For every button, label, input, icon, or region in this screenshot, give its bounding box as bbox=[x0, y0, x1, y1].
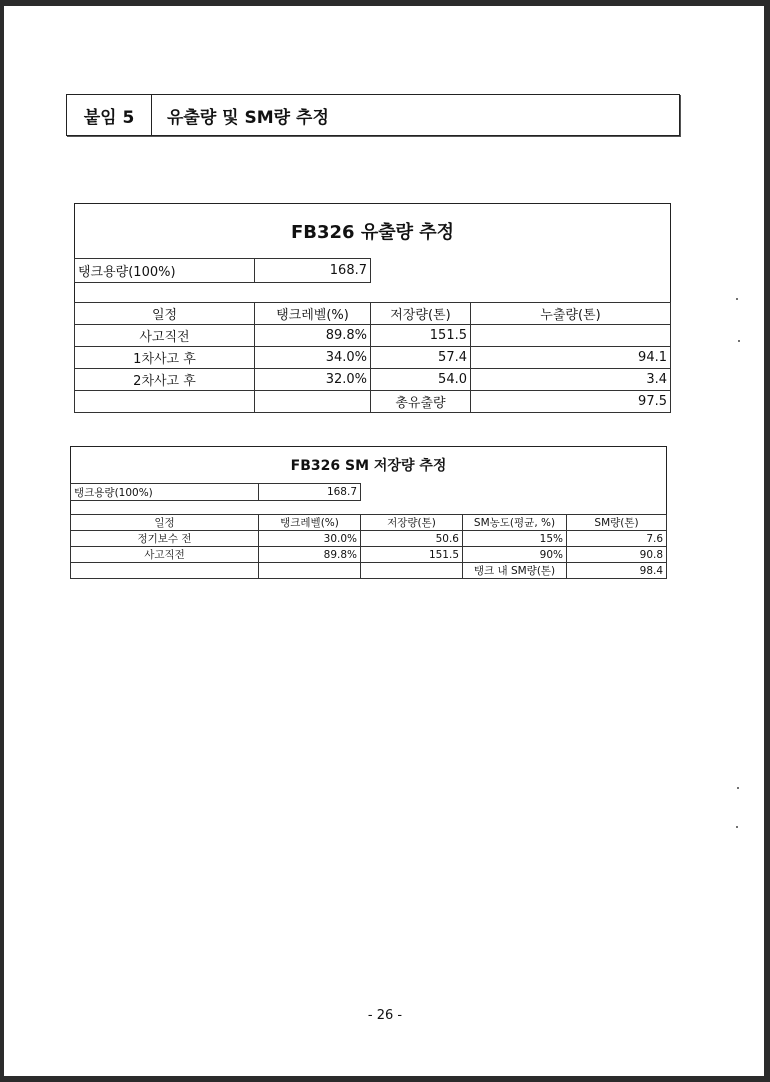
scan-speck bbox=[736, 298, 738, 300]
column-header: 탱크레벨(%) bbox=[259, 515, 361, 531]
concentration-cell: 15% bbox=[463, 531, 567, 547]
sm-amount-cell: 90.8 bbox=[567, 547, 667, 563]
schedule-cell: 사고직전 bbox=[71, 547, 259, 563]
capacity-value: 168.7 bbox=[259, 484, 361, 501]
leak-cell: 94.1 bbox=[471, 347, 671, 369]
appendix-header bbox=[66, 94, 680, 136]
total-row bbox=[71, 563, 667, 579]
level-cell: 34.0% bbox=[255, 347, 371, 369]
appendix-title: 유출량 및 SM량 추정 bbox=[167, 107, 329, 128]
table-row bbox=[71, 531, 667, 547]
leak-cell: 3.4 bbox=[471, 369, 671, 391]
leak-table-title: FB326 유출량 추정 bbox=[290, 222, 455, 243]
level-cell: 32.0% bbox=[255, 369, 371, 391]
schedule-cell: 1차사고 후 bbox=[75, 347, 255, 369]
column-header: 저장량(톤) bbox=[361, 515, 463, 531]
storage-cell: 57.4 bbox=[371, 347, 471, 369]
column-header: SM농도(평균, %) bbox=[463, 515, 567, 531]
table-row bbox=[75, 325, 671, 347]
column-header: 일정 bbox=[71, 515, 259, 531]
total-leak-value: 97.5 bbox=[471, 391, 671, 413]
table-row bbox=[75, 347, 671, 369]
sm-estimate-table bbox=[70, 446, 667, 579]
table-row bbox=[75, 369, 671, 391]
schedule-cell: 2차사고 후 bbox=[75, 369, 255, 391]
total-sm-value: 98.4 bbox=[567, 563, 667, 579]
level-cell: 89.8% bbox=[259, 547, 361, 563]
column-header: 일정 bbox=[75, 303, 255, 325]
column-header: SM량(톤) bbox=[567, 515, 667, 531]
scan-speck bbox=[738, 340, 740, 342]
leak-cell bbox=[471, 325, 671, 347]
sm-amount-cell: 7.6 bbox=[567, 531, 667, 547]
appendix-label: 붙임 5 bbox=[67, 95, 152, 135]
storage-cell: 50.6 bbox=[361, 531, 463, 547]
schedule-cell: 정기보수 전 bbox=[71, 531, 259, 547]
column-header: 탱크레벨(%) bbox=[255, 303, 371, 325]
table-row bbox=[71, 547, 667, 563]
level-cell: 89.8% bbox=[255, 325, 371, 347]
column-header: 누출량(톤) bbox=[471, 303, 671, 325]
storage-cell: 151.5 bbox=[371, 325, 471, 347]
scan-speck bbox=[736, 826, 738, 828]
total-row bbox=[75, 391, 671, 413]
capacity-value: 168.7 bbox=[255, 259, 371, 283]
total-leak-label: 총유출량 bbox=[371, 391, 471, 413]
concentration-cell: 90% bbox=[463, 547, 567, 563]
storage-cell: 151.5 bbox=[361, 547, 463, 563]
total-sm-label: 탱크 내 SM량(톤) bbox=[463, 563, 567, 579]
page-number: - 26 - bbox=[367, 1008, 403, 1023]
column-header: 저장량(톤) bbox=[371, 303, 471, 325]
capacity-label: 탱크용량(100%) bbox=[75, 259, 255, 283]
capacity-label: 탱크용량(100%) bbox=[71, 484, 259, 501]
schedule-cell: 사고직전 bbox=[75, 325, 255, 347]
scan-speck bbox=[737, 787, 739, 789]
sm-table-title: FB326 SM 저장량 추정 bbox=[290, 458, 447, 474]
storage-cell: 54.0 bbox=[371, 369, 471, 391]
level-cell: 30.0% bbox=[259, 531, 361, 547]
leak-estimate-table bbox=[74, 203, 671, 413]
